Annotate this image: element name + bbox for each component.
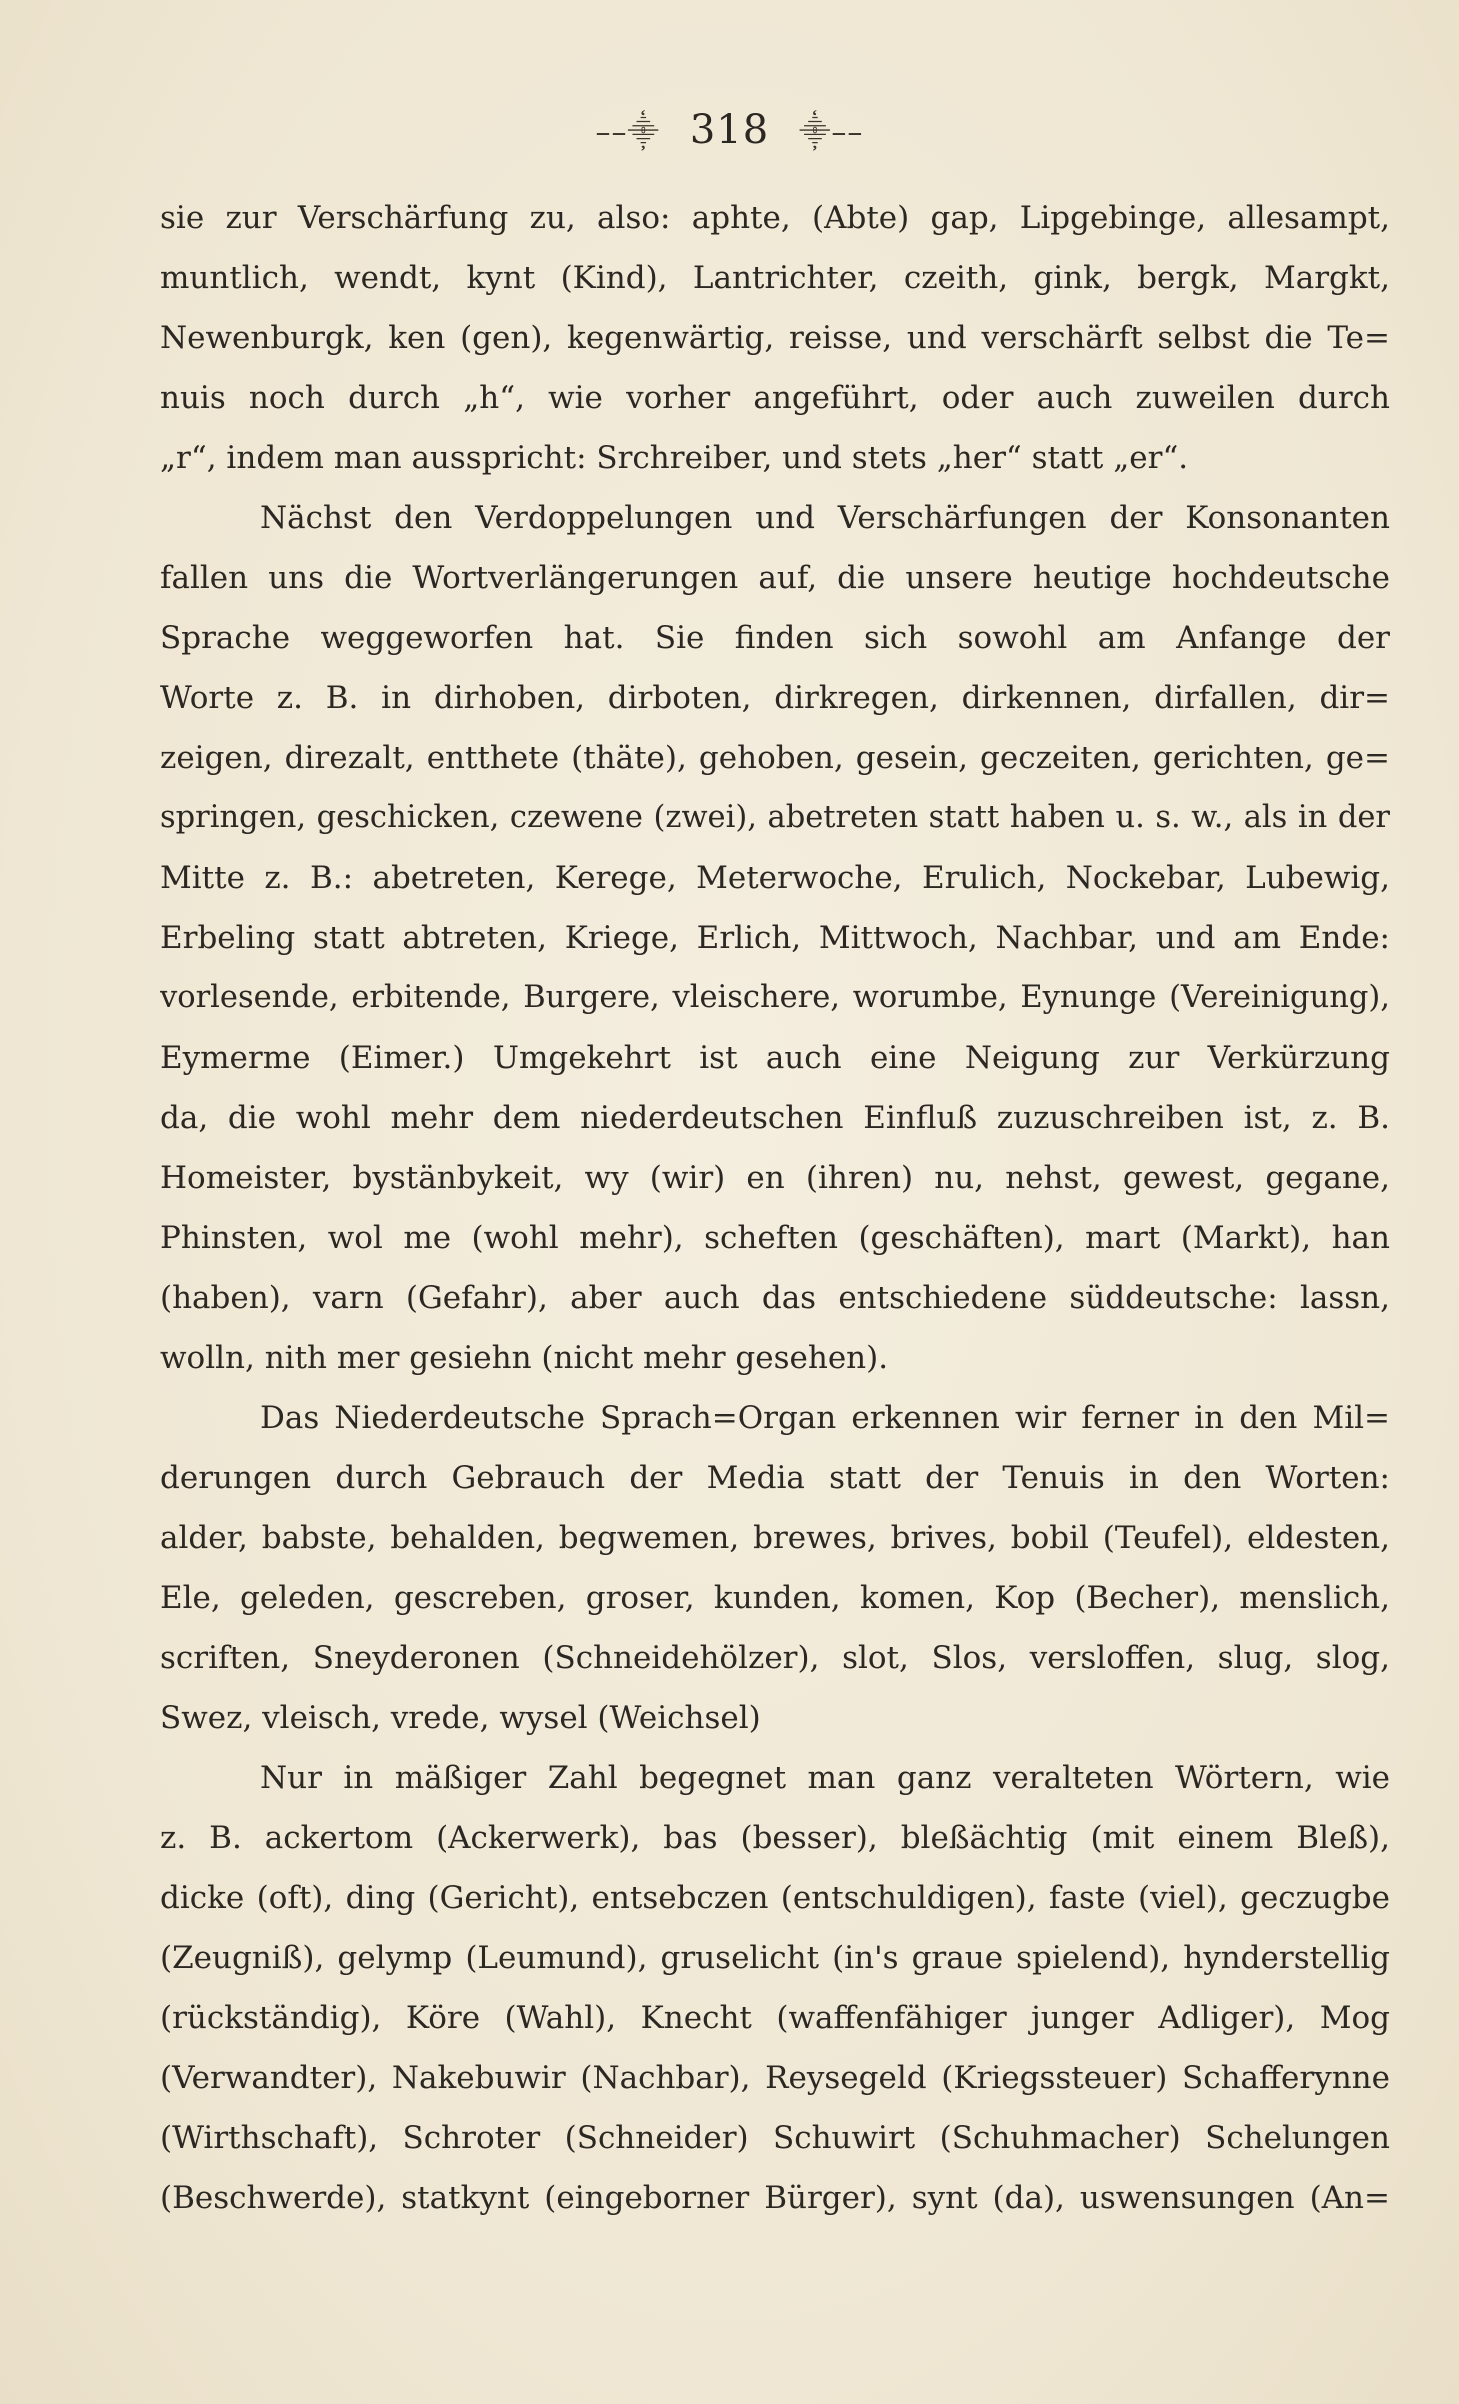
text-line: (Wirthschaft), Schroter (Schneider) Schuwirt (Schuhmacher) Schelungen	[160, 2120, 1390, 2156]
text-line: (Zeugniß), gelymp (Leumund), gruselicht (in's graue spielend), hynderstellig	[160, 1940, 1390, 1976]
text-line: da, die wohl mehr dem niederdeutschen Einfluß zuzuschreiben ist, z. B.	[160, 1100, 1390, 1136]
text-line: „r“, indem man ausspricht: Srchreiber, und stets „her“ statt „er“.	[160, 440, 1189, 476]
text-line: Eymerme (Eimer.) Umgekehrt ist auch eine Neigung zur Verkürzung	[160, 1040, 1390, 1076]
text-line: nuis noch durch „h“, wie vorher angeführt, oder auch zuweilen durch	[160, 380, 1390, 416]
text-line: Swez, vleisch, vrede, wysel (Weichsel)	[160, 1700, 761, 1736]
text-line: muntlich, wendt, kynt (Kind), Lantrichter, czeith, gink, bergk, Margkt,	[160, 260, 1390, 296]
text-line: derungen durch Gebrauch der Media statt der Tenuis in den Worten:	[160, 1460, 1390, 1496]
text-line: Newenburgk, ken (gen), kegenwärtig, reisse, und verschärft selbst die Te=	[160, 320, 1390, 356]
text-line: Mitte z. B.: abetreten, Kerege, Meterwoche, Erulich, Nockebar, Lubewig,	[160, 860, 1390, 896]
text-line: Nur in mäßiger Zahl begegnet man ganz veralteten Wörtern, wie	[260, 1760, 1390, 1796]
text-line: sie zur Verschärfung zu, also: aphte, (Abte) gap, Lipgebinge, allesampt,	[160, 200, 1390, 236]
text-line: Erbeling statt abtreten, Kriege, Erlich, Mittwoch, Nachbar, und am Ende:	[160, 920, 1390, 956]
text-line: scriften, Sneyderonen (Schneidehölzer), slot, Slos, versloffen, slug, slog,	[160, 1640, 1390, 1676]
text-line: Worte z. B. in dirhoben, dirboten, dirkregen, dirkennen, dirfallen, dir=	[160, 680, 1390, 716]
text-line: Sprache weggeworfen hat. Sie finden sich sowohl am Anfange der	[160, 620, 1390, 656]
text-line: fallen uns die Wortverlängerungen auf, die unsere heutige hochdeutsche	[160, 560, 1390, 596]
text-line: (haben), varn (Gefahr), aber auch das entschiedene süddeutsche: lassn,	[160, 1280, 1390, 1316]
text-line: Das Niederdeutsche Sprach=Organ erkennen wir ferner in den Mil=	[260, 1400, 1390, 1436]
text-line: Phinsten, wol me (wohl mehr), scheften (geschäften), mart (Markt), han	[160, 1220, 1390, 1256]
page-number: 318	[689, 107, 770, 153]
ornament-left: ––⸎	[595, 115, 660, 150]
text-line: (Beschwerde), statkynt (eingeborner Bürger), synt (da), uswensungen (An=	[160, 2180, 1390, 2216]
text-line: Homeister, bystänbykeit, wy (wir) en (ihren) nu, nehst, gewest, gegane,	[160, 1160, 1390, 1196]
ornament-right: ⸎––	[799, 115, 864, 150]
text-line: dicke (oft), ding (Gericht), entsebczen (entschuldigen), faste (viel), geczugbe	[160, 1880, 1390, 1916]
text-line: springen, geschicken, czewene (zwei), abetreten statt haben u. s. w., als in der	[160, 800, 1390, 835]
text-line: wolln, nith mer gesiehn (nicht mehr gesehen).	[160, 1340, 889, 1376]
text-line: z. B. ackertom (Ackerwerk), bas (besser), bleßächtig (mit einem Bleß),	[160, 1820, 1390, 1856]
text-line: alder, babste, behalden, begwemen, brewes, brives, bobil (Teufel), eldesten,	[160, 1520, 1390, 1556]
text-line: zeigen, direzalt, entthete (thäte), gehoben, gesein, geczeiten, gerichten, ge=	[160, 740, 1390, 776]
body-text	[160, 188, 1390, 2228]
text-line: (Verwandter), Nakebuwir (Nachbar), Reysegeld (Kriegssteuer) Schafferynne	[160, 2060, 1390, 2096]
text-line: vorlesende, erbitende, Burgere, vleischere, worumbe, Eynunge (Vereinigung),	[160, 980, 1390, 1015]
page-header	[0, 100, 1459, 163]
text-line: Nächst den Verdoppelungen und Verschärfungen der Konsonanten	[260, 500, 1390, 536]
text-line: (rückständig), Köre (Wahl), Knecht (waffenfähiger junger Adliger), Mog	[160, 2000, 1390, 2036]
text-line: Ele, geleden, gescreben, groser, kunden, komen, Kop (Becher), menslich,	[160, 1580, 1390, 1616]
